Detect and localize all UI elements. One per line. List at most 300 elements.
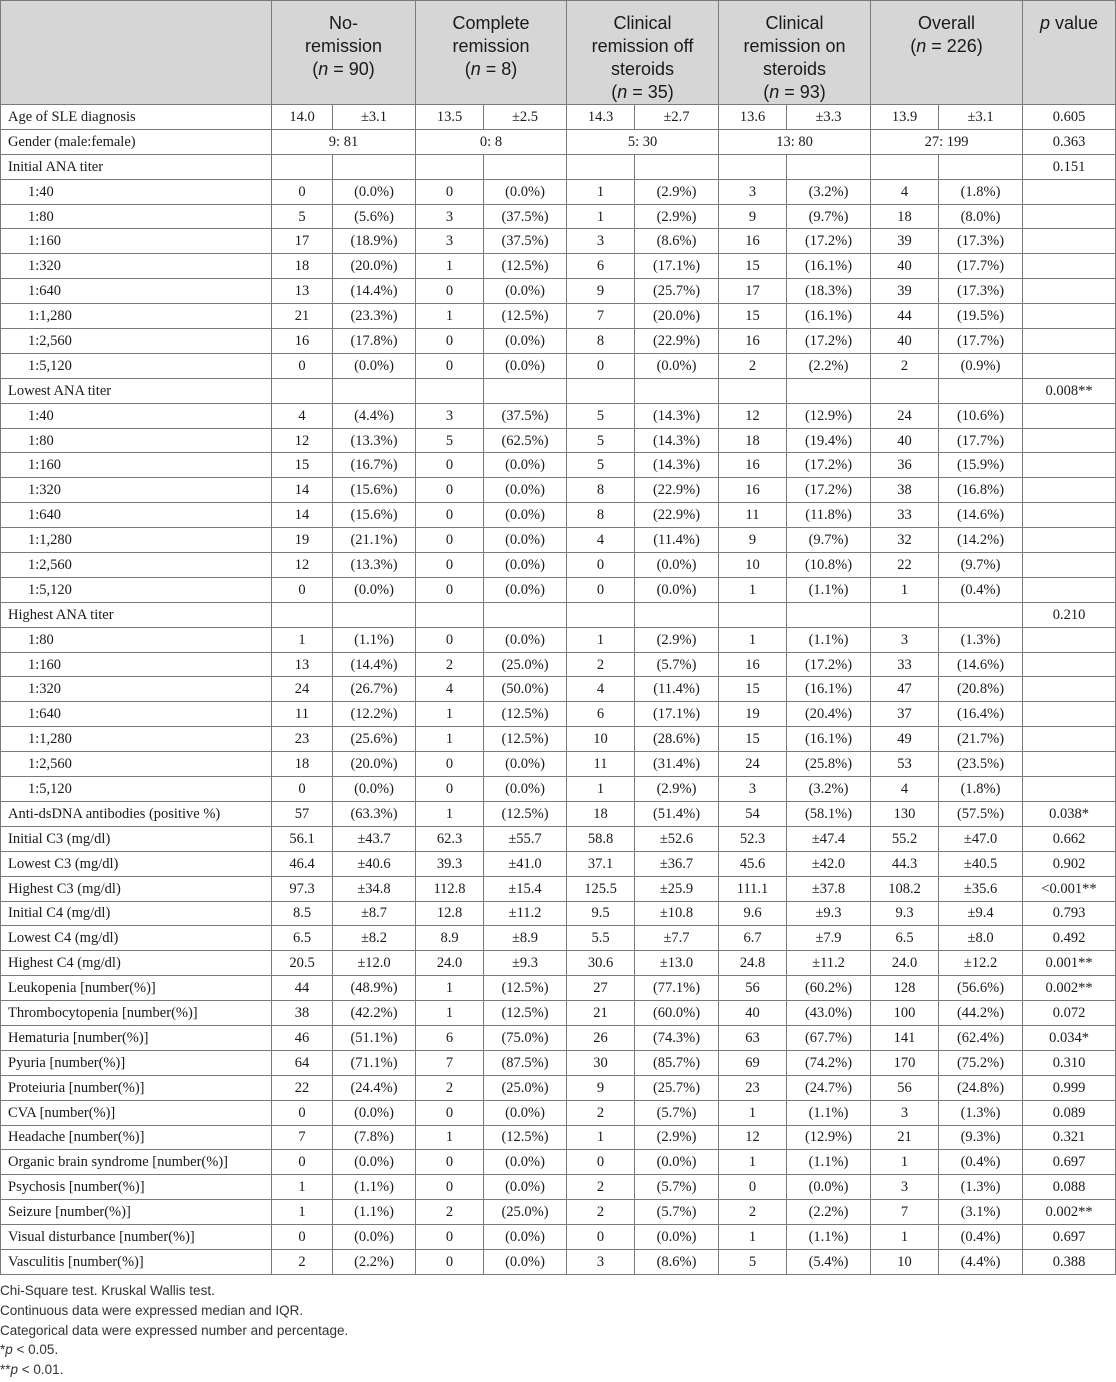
row-label: 1:80 (1, 428, 272, 453)
spread-cell: (57.5%) (939, 801, 1023, 826)
table-row (1, 1200, 1116, 1225)
value-cell: 49 (871, 727, 939, 752)
value-cell: 1 (416, 702, 484, 727)
value-cell: 2 (416, 652, 484, 677)
row-label: 1:1,280 (1, 727, 272, 752)
spread-cell: ±11.2 (484, 901, 567, 926)
value-cell: 56 (719, 976, 787, 1001)
value-cell: 0 (416, 1225, 484, 1250)
empty-cell (484, 602, 567, 627)
value-cell: 38 (871, 478, 939, 503)
value-cell: 9.3 (871, 901, 939, 926)
empty-cell (567, 602, 635, 627)
table-row (1, 1100, 1116, 1125)
value-cell: 22 (871, 553, 939, 578)
spread-cell: (0.0%) (484, 1225, 567, 1250)
spread-cell: (24.7%) (787, 1075, 871, 1100)
table-row (1, 1025, 1116, 1050)
spread-cell: (17.7%) (939, 329, 1023, 354)
value-cell: 2 (567, 1175, 635, 1200)
value-cell: 52.3 (719, 826, 787, 851)
p-value-cell (1023, 453, 1116, 478)
spread-cell: (1.3%) (939, 1100, 1023, 1125)
value-cell: 0 (416, 179, 484, 204)
merged-value-cell: 9: 81 (272, 129, 416, 154)
spread-cell: (13.3%) (333, 428, 416, 453)
value-cell: 1 (567, 179, 635, 204)
header-line: remission off (591, 36, 694, 56)
value-cell: 56.1 (272, 826, 333, 851)
value-cell: 47 (871, 677, 939, 702)
p-value-cell (1023, 677, 1116, 702)
value-cell: 15 (719, 304, 787, 329)
value-cell: 5 (567, 428, 635, 453)
spread-cell: (14.4%) (333, 279, 416, 304)
value-cell: 8 (567, 503, 635, 528)
spread-cell: (16.1%) (787, 304, 871, 329)
spread-cell: (3.2%) (787, 179, 871, 204)
table-row (1, 378, 1116, 403)
value-cell: 55.2 (871, 826, 939, 851)
spread-cell: ±37.8 (787, 876, 871, 901)
header-line: (n = 8) (464, 59, 518, 79)
p-value-cell: <0.001** (1023, 876, 1116, 901)
value-cell: 37.1 (567, 851, 635, 876)
row-label: Initial ANA titer (1, 154, 272, 179)
empty-cell (333, 378, 416, 403)
table-row (1, 876, 1116, 901)
spread-cell: (14.2%) (939, 528, 1023, 553)
p-value-cell: 0.034* (1023, 1025, 1116, 1050)
value-cell: 2 (416, 1200, 484, 1225)
spread-cell: (0.0%) (484, 528, 567, 553)
spread-cell: ±13.0 (635, 951, 719, 976)
value-cell: 0 (416, 329, 484, 354)
value-cell: 15 (719, 677, 787, 702)
header-line: (n = 93) (763, 82, 826, 102)
spread-cell: (12.5%) (484, 304, 567, 329)
value-cell: 6.7 (719, 926, 787, 951)
spread-cell: (74.2%) (787, 1050, 871, 1075)
p-value-cell: 0.492 (1023, 926, 1116, 951)
empty-cell (635, 602, 719, 627)
spread-cell: (37.5%) (484, 229, 567, 254)
spread-cell: (0.0%) (484, 279, 567, 304)
p-value-cell (1023, 304, 1116, 329)
empty-cell (719, 154, 787, 179)
row-label: 1:2,560 (1, 329, 272, 354)
spread-cell: (16.7%) (333, 453, 416, 478)
header-line: steroids (611, 59, 675, 79)
spread-cell: (1.1%) (787, 577, 871, 602)
spread-cell: (62.4%) (939, 1025, 1023, 1050)
spread-cell: (0.0%) (484, 503, 567, 528)
value-cell: 97.3 (272, 876, 333, 901)
value-cell: 2 (567, 652, 635, 677)
value-cell: 125.5 (567, 876, 635, 901)
empty-cell (567, 378, 635, 403)
table-row (1, 652, 1116, 677)
value-cell: 2 (719, 353, 787, 378)
value-cell: 10 (567, 727, 635, 752)
table-row (1, 826, 1116, 851)
spread-cell: (0.0%) (333, 1150, 416, 1175)
value-cell: 15 (719, 727, 787, 752)
value-cell: 4 (871, 777, 939, 802)
table-row (1, 1175, 1116, 1200)
row-label: Thrombocytopenia [number(%)] (1, 1001, 272, 1026)
value-cell: 1 (272, 1175, 333, 1200)
value-cell: 1 (719, 1225, 787, 1250)
spread-cell: ±12.2 (939, 951, 1023, 976)
table-row (1, 1225, 1116, 1250)
value-cell: 13.6 (719, 105, 787, 130)
value-cell: 20.5 (272, 951, 333, 976)
value-cell: 19 (719, 702, 787, 727)
value-cell: 1 (416, 727, 484, 752)
spread-cell: (17.2%) (787, 329, 871, 354)
spread-cell: ±36.7 (635, 851, 719, 876)
table-row (1, 727, 1116, 752)
spread-cell: (21.7%) (939, 727, 1023, 752)
spread-cell: (0.0%) (333, 1225, 416, 1250)
row-label: Lowest C3 (mg/dl) (1, 851, 272, 876)
spread-cell: (17.3%) (939, 279, 1023, 304)
spread-cell: (17.1%) (635, 254, 719, 279)
row-label: 1:80 (1, 204, 272, 229)
spread-cell: (19.5%) (939, 304, 1023, 329)
p-value-cell: 0.321 (1023, 1125, 1116, 1150)
value-cell: 3 (416, 229, 484, 254)
spread-cell: ±35.6 (939, 876, 1023, 901)
value-cell: 21 (871, 1125, 939, 1150)
value-cell: 12 (719, 403, 787, 428)
value-cell: 18 (272, 752, 333, 777)
footnotes (0, 1281, 1116, 1380)
p-value-cell: 0.002** (1023, 976, 1116, 1001)
row-label: Anti-dsDNA antibodies (positive %) (1, 801, 272, 826)
value-cell: 24 (871, 403, 939, 428)
value-cell: 24.0 (871, 951, 939, 976)
value-cell: 19 (272, 528, 333, 553)
value-cell: 128 (871, 976, 939, 1001)
value-cell: 3 (871, 1100, 939, 1125)
spread-cell: ±42.0 (787, 851, 871, 876)
value-cell: 1 (719, 1100, 787, 1125)
table-row (1, 403, 1116, 428)
spread-cell: (0.0%) (333, 777, 416, 802)
table-row (1, 528, 1116, 553)
spread-cell: (2.9%) (635, 627, 719, 652)
empty-cell (567, 154, 635, 179)
spread-cell: (17.7%) (939, 428, 1023, 453)
spread-cell: (37.5%) (484, 403, 567, 428)
p-value-cell (1023, 279, 1116, 304)
value-cell: 12 (272, 428, 333, 453)
table-row (1, 1125, 1116, 1150)
spread-cell: (0.0%) (635, 1150, 719, 1175)
spread-cell: (9.7%) (939, 553, 1023, 578)
value-cell: 5 (719, 1249, 787, 1274)
spread-cell: (44.2%) (939, 1001, 1023, 1026)
spread-cell: (21.1%) (333, 528, 416, 553)
spread-cell: (12.5%) (484, 1125, 567, 1150)
row-label: Lowest ANA titer (1, 378, 272, 403)
p-value-cell: 0.310 (1023, 1050, 1116, 1075)
spread-cell: (0.0%) (635, 577, 719, 602)
value-cell: 1 (416, 1001, 484, 1026)
spread-cell: ±10.8 (635, 901, 719, 926)
value-cell: 45.6 (719, 851, 787, 876)
row-label: Hematuria [number(%)] (1, 1025, 272, 1050)
value-cell: 0 (567, 1150, 635, 1175)
spread-cell: (9.3%) (939, 1125, 1023, 1150)
table-row (1, 1075, 1116, 1100)
spread-cell: (17.1%) (635, 702, 719, 727)
p-value-cell (1023, 179, 1116, 204)
p-value-cell: 0.697 (1023, 1225, 1116, 1250)
row-label: Vasculitis [number(%)] (1, 1249, 272, 1274)
spread-cell: (20.0%) (635, 304, 719, 329)
spread-cell: (0.0%) (484, 478, 567, 503)
value-cell: 3 (719, 179, 787, 204)
value-cell: 1 (567, 1125, 635, 1150)
empty-cell (272, 154, 333, 179)
row-label: 1:40 (1, 179, 272, 204)
spread-cell: (0.4%) (939, 1225, 1023, 1250)
value-cell: 1 (567, 777, 635, 802)
value-cell: 37 (871, 702, 939, 727)
p-value-cell (1023, 428, 1116, 453)
merged-value-cell: 5: 30 (567, 129, 719, 154)
value-cell: 13 (272, 652, 333, 677)
row-label: 1:320 (1, 254, 272, 279)
header-line: Complete (452, 13, 530, 33)
spread-cell: ±12.0 (333, 951, 416, 976)
empty-cell (635, 154, 719, 179)
spread-cell: (16.8%) (939, 478, 1023, 503)
value-cell: 4 (272, 403, 333, 428)
empty-cell (635, 378, 719, 403)
table-row (1, 154, 1116, 179)
value-cell: 6.5 (272, 926, 333, 951)
header-p-value (1023, 1, 1116, 105)
value-cell: 3 (719, 777, 787, 802)
spread-cell: (2.9%) (635, 1125, 719, 1150)
value-cell: 7 (272, 1125, 333, 1150)
empty-cell (484, 378, 567, 403)
value-cell: 1 (871, 1150, 939, 1175)
spread-cell: (28.6%) (635, 727, 719, 752)
row-label: Proteiuria [number(%)] (1, 1075, 272, 1100)
spread-cell: (17.7%) (939, 254, 1023, 279)
value-cell: 40 (871, 329, 939, 354)
p-value-cell (1023, 503, 1116, 528)
table-row (1, 976, 1116, 1001)
value-cell: 21 (272, 304, 333, 329)
p-value-cell: 0.793 (1023, 901, 1116, 926)
header-overall (871, 1, 1023, 105)
merged-value-cell: 0: 8 (416, 129, 567, 154)
p-value-cell (1023, 204, 1116, 229)
p-value-cell (1023, 577, 1116, 602)
spread-cell: (24.8%) (939, 1075, 1023, 1100)
value-cell: 2 (416, 1075, 484, 1100)
spread-cell: (0.0%) (484, 1249, 567, 1274)
spread-cell: (12.2%) (333, 702, 416, 727)
value-cell: 33 (871, 652, 939, 677)
value-cell: 5 (567, 453, 635, 478)
p-value-cell (1023, 702, 1116, 727)
value-cell: 27 (567, 976, 635, 1001)
header-line: Clinical (765, 13, 824, 33)
row-label: 1:640 (1, 279, 272, 304)
header-no-remission (272, 1, 416, 105)
spread-cell: ±3.1 (939, 105, 1023, 130)
value-cell: 0 (416, 1100, 484, 1125)
spread-cell: (23.3%) (333, 304, 416, 329)
spread-cell: ±40.6 (333, 851, 416, 876)
value-cell: 36 (871, 453, 939, 478)
table-row (1, 777, 1116, 802)
value-cell: 56 (871, 1075, 939, 1100)
table-row (1, 577, 1116, 602)
row-label: CVA [number(%)] (1, 1100, 272, 1125)
footnote: *p < 0.05. (0, 1342, 59, 1358)
value-cell: 6.5 (871, 926, 939, 951)
p-value-cell: 0.038* (1023, 801, 1116, 826)
value-cell: 14.3 (567, 105, 635, 130)
empty-cell (484, 154, 567, 179)
spread-cell: (25.7%) (635, 1075, 719, 1100)
value-cell: 0 (567, 577, 635, 602)
value-cell: 23 (272, 727, 333, 752)
value-cell: 2 (567, 1100, 635, 1125)
p-value-cell: 0.088 (1023, 1175, 1116, 1200)
spread-cell: ±52.6 (635, 826, 719, 851)
value-cell: 11 (272, 702, 333, 727)
p-value-cell: 0.002** (1023, 1200, 1116, 1225)
value-cell: 0 (416, 577, 484, 602)
empty-cell (939, 378, 1023, 403)
p-value-cell (1023, 553, 1116, 578)
spread-cell: ±7.7 (635, 926, 719, 951)
spread-cell: (15.6%) (333, 478, 416, 503)
value-cell: 0 (416, 627, 484, 652)
value-cell: 11 (719, 503, 787, 528)
value-cell: 6 (567, 702, 635, 727)
value-cell: 23 (719, 1075, 787, 1100)
empty-cell (719, 602, 787, 627)
value-cell: 18 (871, 204, 939, 229)
spread-cell: (14.3%) (635, 453, 719, 478)
header-line: p value (1040, 13, 1099, 33)
spread-cell: (11.8%) (787, 503, 871, 528)
header-line: (n = 35) (611, 82, 674, 102)
empty-cell (416, 602, 484, 627)
p-value-cell: 0.072 (1023, 1001, 1116, 1026)
p-value-cell: 0.363 (1023, 129, 1116, 154)
value-cell: 1 (272, 1200, 333, 1225)
value-cell: 0 (416, 1175, 484, 1200)
value-cell: 58.8 (567, 826, 635, 851)
spread-cell: (0.0%) (484, 577, 567, 602)
spread-cell: (1.3%) (939, 1175, 1023, 1200)
value-cell: 24.8 (719, 951, 787, 976)
p-value-cell (1023, 652, 1116, 677)
spread-cell: (71.1%) (333, 1050, 416, 1075)
spread-cell: (1.8%) (939, 777, 1023, 802)
value-cell: 12 (719, 1125, 787, 1150)
row-label: 1:5,120 (1, 577, 272, 602)
value-cell: 170 (871, 1050, 939, 1075)
table-row (1, 801, 1116, 826)
empty-cell (787, 378, 871, 403)
value-cell: 0 (416, 503, 484, 528)
table-row (1, 179, 1116, 204)
row-label: 1:320 (1, 478, 272, 503)
spread-cell: (85.7%) (635, 1050, 719, 1075)
value-cell: 69 (719, 1050, 787, 1075)
value-cell: 4 (567, 677, 635, 702)
table-row (1, 1249, 1116, 1274)
value-cell: 13.9 (871, 105, 939, 130)
value-cell: 9 (719, 528, 787, 553)
spread-cell: (0.0%) (484, 553, 567, 578)
value-cell: 46.4 (272, 851, 333, 876)
spread-cell: ±55.7 (484, 826, 567, 851)
p-value-cell: 0.902 (1023, 851, 1116, 876)
spread-cell: (5.4%) (787, 1249, 871, 1274)
table-row (1, 702, 1116, 727)
value-cell: 2 (272, 1249, 333, 1274)
header-line: steroids (763, 59, 827, 79)
value-cell: 16 (719, 453, 787, 478)
value-cell: 0 (416, 1249, 484, 1274)
spread-cell: (23.5%) (939, 752, 1023, 777)
row-label: Organic brain syndrome [number(%)] (1, 1150, 272, 1175)
table-row (1, 901, 1116, 926)
value-cell: 0 (567, 1225, 635, 1250)
p-value-cell: 0.662 (1023, 826, 1116, 851)
value-cell: 16 (719, 652, 787, 677)
value-cell: 0 (416, 1150, 484, 1175)
value-cell: 100 (871, 1001, 939, 1026)
spread-cell: ±8.9 (484, 926, 567, 951)
spread-cell: (20.8%) (939, 677, 1023, 702)
value-cell: 24.0 (416, 951, 484, 976)
value-cell: 3 (871, 1175, 939, 1200)
empty-cell (939, 602, 1023, 627)
table-row (1, 279, 1116, 304)
spread-cell: (0.0%) (484, 777, 567, 802)
spread-cell: (14.6%) (939, 503, 1023, 528)
value-cell: 6 (416, 1025, 484, 1050)
value-cell: 1 (416, 1125, 484, 1150)
spread-cell: (37.5%) (484, 204, 567, 229)
spread-cell: (48.9%) (333, 976, 416, 1001)
value-cell: 0 (272, 1150, 333, 1175)
value-cell: 5 (416, 428, 484, 453)
value-cell: 0 (416, 453, 484, 478)
spread-cell: (0.9%) (939, 353, 1023, 378)
value-cell: 8 (567, 478, 635, 503)
p-value-cell (1023, 254, 1116, 279)
value-cell: 57 (272, 801, 333, 826)
spread-cell: (75.2%) (939, 1050, 1023, 1075)
spread-cell: (19.4%) (787, 428, 871, 453)
value-cell: 16 (272, 329, 333, 354)
